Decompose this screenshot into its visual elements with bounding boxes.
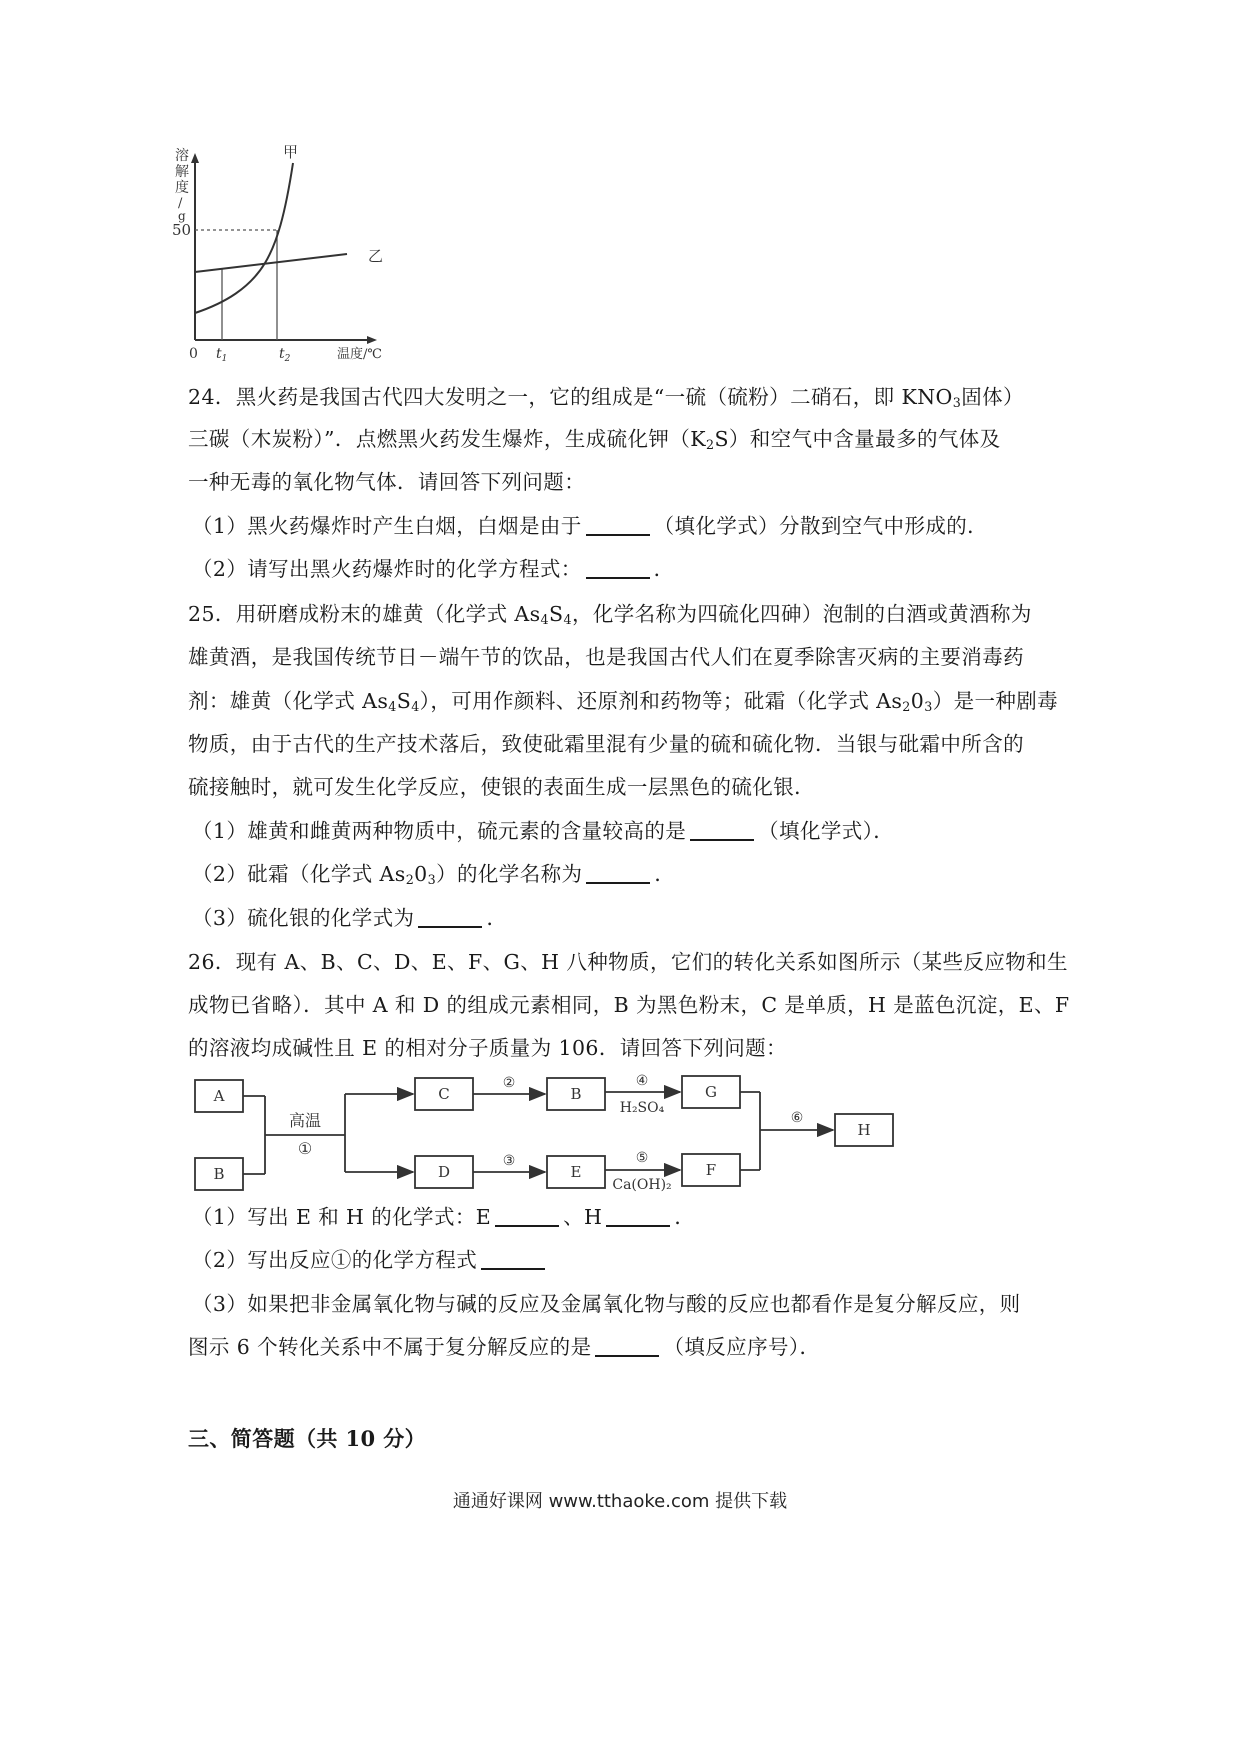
answer-blank[interactable] — [595, 1335, 659, 1358]
x-tick-t1: $t_1$ — [216, 346, 228, 364]
solubility-chart — [165, 145, 455, 365]
curve-yi — [195, 254, 347, 272]
condition-high-temp: 高温 — [288, 1111, 322, 1130]
reaction-2: ② — [502, 1075, 516, 1091]
reagent-h2so4: H₂SO₄ — [619, 1100, 665, 1116]
answer-blank[interactable] — [606, 1205, 670, 1228]
reagent-caoh2: Ca(OH)₂ — [612, 1177, 672, 1193]
reaction-6: ⑥ — [790, 1110, 804, 1126]
page-footer: 通通好课网 www.tthaoke.com 提供下载 — [452, 1491, 788, 1512]
q25-line1: 25．用研磨成粉末的雄黄（化学式 $As_4S_4$，化学名称为四硫化四砷）泡制的白酒或黄酒称为 — [188, 602, 1032, 628]
box-c-label: C — [438, 1085, 450, 1103]
q24-line1: 24．黑火药是我国古代四大发明之一，它的组成是“一硫（硫粉）二硝石，即 $KNO_3$固体） — [188, 385, 1024, 411]
box-e-label: E — [570, 1163, 582, 1181]
curve-jia-label: 甲 — [283, 145, 299, 161]
q26-part2: （2）写出反应①的化学方程式 — [192, 1243, 549, 1273]
x-axis-arrow — [367, 336, 377, 344]
origin-label: 0 — [189, 346, 198, 362]
box-b2-label: B — [570, 1085, 582, 1103]
q26-part3-line2: 图示 6 个转化关系中不属于复分解反应的是 （填反应序号）． — [188, 1335, 821, 1359]
q24-part2: （2）请写出黑火药爆炸时的化学方程式： ． — [192, 557, 675, 581]
y-tick-50: 50 — [172, 221, 192, 239]
reaction-5: ⑤ — [635, 1150, 649, 1166]
q26-line2: 成物已省略）．其中 A 和 D 的组成元素相同，B 为黑色粉末，C 是单质，H 是蓝色沉淀，E、F — [188, 993, 1070, 1017]
x-axis-label: 温度/℃ — [337, 347, 382, 362]
y-axis-label-2: 解 — [175, 164, 189, 180]
q24-line2: 三碳（木炭粉）”．点燃黑火药发生爆炸，生成硫化钾$(K_2S)$和空气中含量最多的气体及 — [188, 427, 1001, 453]
answer-blank[interactable] — [586, 514, 650, 537]
reaction-4: ④ — [635, 1073, 649, 1089]
box-h-label: H — [857, 1121, 871, 1139]
reaction-3: ③ — [502, 1153, 516, 1169]
section-3-title: 三、简答题（共 10 分） — [188, 1426, 427, 1451]
x-tick-t2: $t_2$ — [279, 346, 291, 364]
q25-line2: 雄黄酒，是我国传统节日－端午节的饮品，也是我国古代人们在夏季除害灭病的主要消毒药 — [188, 645, 1024, 669]
answer-blank[interactable] — [586, 557, 650, 580]
y-axis-label-1: 溶 — [175, 148, 189, 164]
q26-part3-line1: （3）如果把非金属氧化物与碱的反应及金属氧化物与酸的反应也都看作是复分解反应，则 — [192, 1292, 1021, 1316]
answer-blank[interactable] — [495, 1205, 559, 1228]
curve-jia — [195, 163, 293, 313]
box-d-label: D — [437, 1163, 451, 1181]
answer-blank[interactable] — [586, 862, 650, 885]
q25-part1: （1）雄黄和雌黄两种物质中，硫元素的含量较高的是 （填化学式）． — [192, 819, 895, 843]
reaction-1: ① — [297, 1139, 313, 1158]
q25-line3: 剂：雄黄（化学式 $As_4S_4$），可用作颜料、还原剂和药物等；砒霜（化学式 $As_20_3$）是一种剧毒 — [188, 689, 1059, 715]
y-axis-label-3: 度 — [175, 180, 189, 196]
q24-line3: 一种无毒的氧化物气体．请回答下列问题： — [188, 470, 586, 494]
curve-yi-label: 乙 — [368, 247, 384, 265]
q26-part1: （1）写出 E 和 H 的化学式：E 、H ． — [192, 1205, 696, 1229]
reaction-diagram — [185, 1072, 925, 1197]
answer-blank[interactable] — [690, 819, 754, 842]
q25-part2: （2）砒霜（化学式 $As_20_3$）的化学名称为 ． — [192, 862, 676, 888]
y-axis-arrow — [191, 153, 199, 163]
y-axis-label-4: / — [178, 196, 183, 211]
q26-line3: 的溶液均成碱性且 E 的相对分子质量为 106．请回答下列问题： — [188, 1036, 787, 1060]
q25-part3: （3）硫化银的化学式为 ． — [192, 906, 508, 930]
q25-line4: 物质，由于古代的生产技术落后，致使砒霜里混有少量的硫和硫化物．当银与砒霜中所含的 — [188, 732, 1024, 756]
box-b-label: B — [213, 1165, 225, 1183]
q24-part1: （1）黑火药爆炸时产生白烟，白烟是由于 （填化学式）分散到空气中形成的． — [192, 514, 989, 538]
box-g-label: G — [705, 1083, 717, 1101]
answer-blank[interactable] — [418, 906, 482, 929]
box-a-label: A — [213, 1087, 225, 1105]
y-axis-label-5: g — [178, 209, 186, 223]
box-f-label: F — [705, 1161, 717, 1179]
q26-line1: 26．现有 A、B、C、D、E、F、G、H 八种物质，它们的转化关系如图所示（某些反应物和生 — [188, 950, 1068, 974]
q25-line5: 硫接触时，就可发生化学反应，使银的表面生成一层黑色的硫化银． — [188, 775, 815, 799]
answer-blank[interactable] — [481, 1248, 545, 1271]
